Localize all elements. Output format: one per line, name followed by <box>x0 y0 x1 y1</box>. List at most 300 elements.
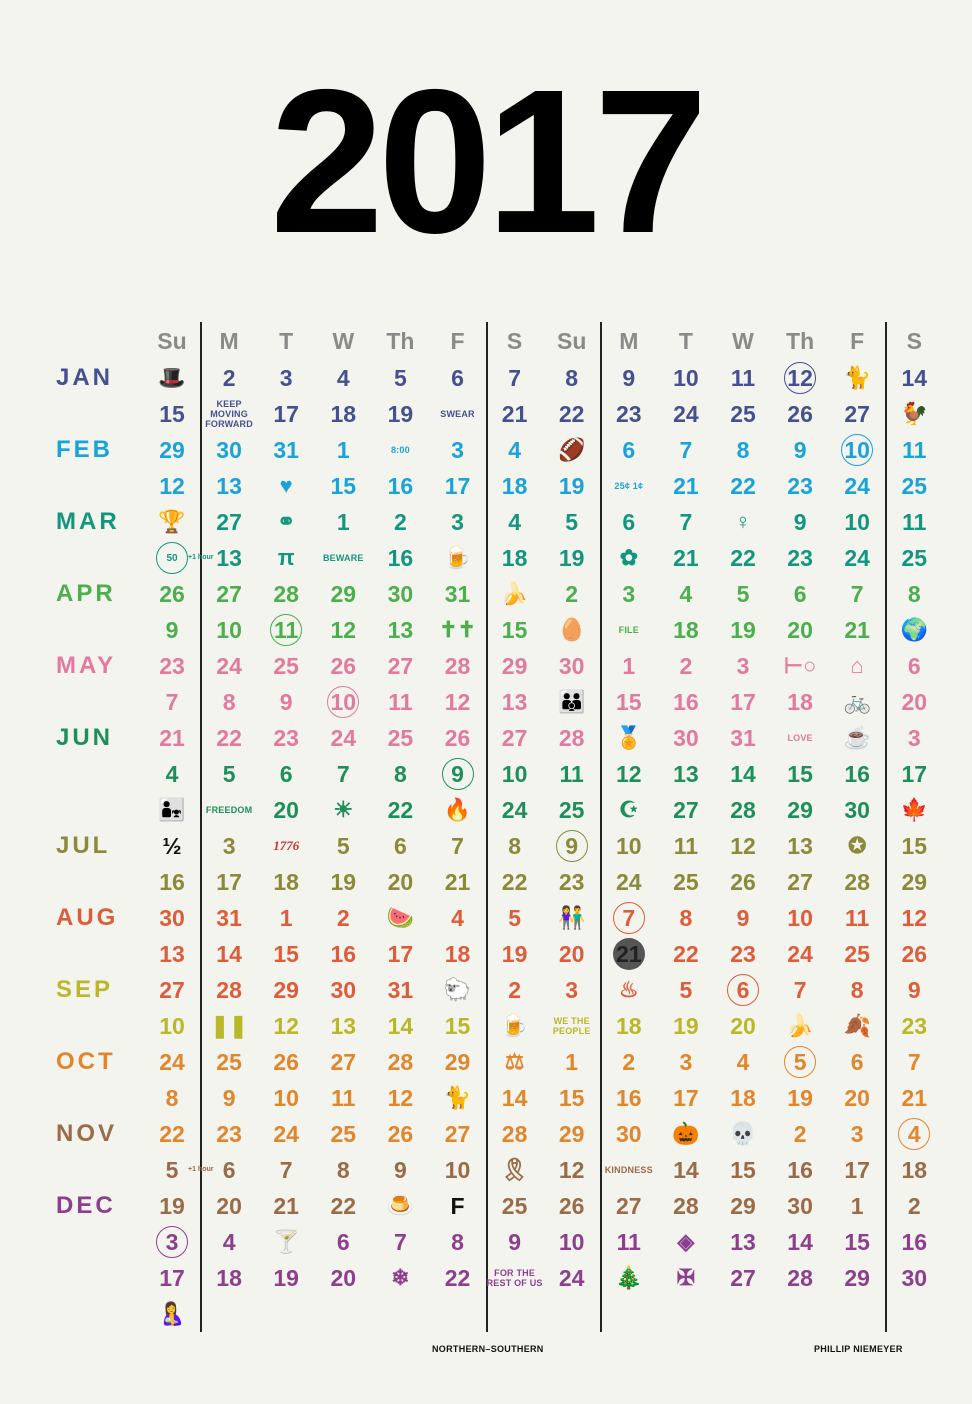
day-cell: 18 <box>730 1084 756 1111</box>
day-cell: 6 <box>793 580 807 607</box>
day-cell: 1 <box>565 1048 579 1075</box>
day-cell: 7 <box>393 1228 407 1255</box>
day-cell: 11 <box>902 436 927 463</box>
day-cell <box>601 936 657 972</box>
day-cell <box>715 972 771 1008</box>
weekday-header: F <box>450 328 465 354</box>
day-cell: 15 <box>844 1228 870 1255</box>
day-cell: 15 <box>501 616 528 643</box>
day-cell: 16 <box>616 1084 642 1111</box>
day-cell: 4 <box>736 1048 750 1075</box>
day-cell: 3 <box>565 976 579 1003</box>
day-cell: 16 <box>159 868 185 895</box>
day-cell: 24 <box>673 400 699 427</box>
day-cell: 22 <box>330 1192 357 1219</box>
day-cell: 3 <box>279 364 293 391</box>
holiday-icon: 👫 <box>557 905 586 930</box>
day-cell: 15 <box>444 1012 471 1039</box>
holiday-icon: ☀ <box>333 797 354 822</box>
day-cell: 10 <box>673 364 699 391</box>
day-cell: 3 <box>679 1048 693 1075</box>
holiday-icon: 👪 <box>557 689 586 714</box>
day-cell: 19 <box>787 1084 813 1111</box>
day-cell <box>144 1224 200 1260</box>
holiday-icon: 🏆 <box>158 509 186 534</box>
day-cell: 13 <box>501 688 528 715</box>
day-cell: 21 <box>673 472 699 499</box>
day-cell: 27 <box>616 1192 642 1219</box>
day-cell: 26 <box>787 400 813 427</box>
day-cell: 16 <box>844 760 870 787</box>
day-cell: 26 <box>273 1048 299 1075</box>
day-cell: 4 <box>679 580 693 607</box>
day-cell <box>430 756 486 792</box>
day-cell: 30 <box>330 976 357 1003</box>
day-cell: 20 <box>844 1084 870 1111</box>
day-cell: 26 <box>159 580 185 607</box>
day-cell: 13 <box>216 544 242 571</box>
holiday-icon: ⌂ <box>850 653 864 678</box>
holiday-icon: ☪ <box>618 797 639 822</box>
day-cell: 11 <box>673 832 699 859</box>
holiday-icon: 🎄 <box>615 1265 643 1290</box>
holiday-icon: π <box>277 545 295 570</box>
holiday-icon: 🍌 <box>500 581 529 606</box>
day-cell: 21 <box>273 1192 299 1219</box>
day-cell: 12 <box>901 904 928 931</box>
day-cell: 6 <box>451 364 464 391</box>
day-cell: 26 <box>730 868 756 895</box>
holiday-icon: 🐓 <box>900 401 928 426</box>
day-cell: 17 <box>844 1156 870 1183</box>
day-cell: 25 <box>330 1120 357 1147</box>
day-cell: 2 <box>336 904 350 931</box>
day-cell: 12 <box>444 688 471 715</box>
day-cell: 8 <box>850 976 864 1003</box>
day-cell: 7 <box>451 832 464 859</box>
day-cell: 18 <box>501 544 528 571</box>
day-cell: 9 <box>222 1084 236 1111</box>
day-cell: 21 <box>844 616 870 643</box>
weekday-header: S <box>906 328 922 354</box>
weekday-header: Su <box>157 328 187 354</box>
day-cell: 23 <box>159 652 185 679</box>
day-cell <box>258 612 314 648</box>
day-cell: 17 <box>387 940 414 967</box>
weekday-header: Th <box>786 328 815 354</box>
day-cell: 3 <box>850 1120 864 1147</box>
day-cell: 19 <box>558 544 585 571</box>
holiday-icon: ⊢○ <box>783 653 817 678</box>
day-cell: 1776 <box>273 838 300 853</box>
holiday-icon: 👨‍👧 <box>158 797 186 822</box>
day-cell: 27 <box>787 868 813 895</box>
day-cell: 18 <box>330 400 357 427</box>
day-cell: 5 <box>736 580 750 607</box>
day-cell: 1 <box>279 904 293 931</box>
footer-left: NORTHERN–SOUTHERN <box>432 1344 544 1354</box>
day-cell: 20 <box>387 868 414 895</box>
day-cell: 17 <box>901 760 928 787</box>
month-label: JAN <box>56 364 114 391</box>
holiday-icon: 🍂 <box>843 1013 871 1038</box>
day-cell: 19 <box>159 1192 185 1219</box>
day-cell: 17 <box>216 868 242 895</box>
day-cell: 26 <box>558 1192 585 1219</box>
day-cell: 22 <box>501 868 528 895</box>
day-cell <box>772 1044 828 1080</box>
day-cell: 12 <box>616 760 642 787</box>
day-cell: 3 <box>622 580 636 607</box>
day-cell: 11 <box>730 364 756 391</box>
day-cell: 19 <box>273 1264 299 1291</box>
day-cell: 31 <box>730 724 756 751</box>
day-cell: 28 <box>501 1120 528 1147</box>
day-cell: 11 <box>559 760 584 787</box>
day-cell: 25 <box>901 544 928 571</box>
day-cell: 27 <box>387 652 414 679</box>
day-cell: 27 <box>730 1264 756 1291</box>
day-cell: 10 <box>501 760 528 787</box>
day-cell: 20 <box>787 616 813 643</box>
day-cell: 28 <box>387 1048 414 1075</box>
day-cell: 15 <box>616 688 642 715</box>
day-cell: 25 <box>273 652 299 679</box>
day-cell: 24 <box>844 472 870 499</box>
day-cell: 13 <box>216 472 242 499</box>
day-cell: 27 <box>216 580 242 607</box>
day-cell: 8 <box>393 760 407 787</box>
day-cell: 24 <box>501 796 528 823</box>
day-cell: 25 <box>673 868 699 895</box>
day-cell: 9 <box>793 436 807 463</box>
day-cell: 7 <box>336 760 350 787</box>
day-cell: 24 <box>159 1048 185 1075</box>
day-cell: 30 <box>387 580 414 607</box>
day-cell: 8 <box>565 364 579 391</box>
day-cell: 7 <box>679 436 693 463</box>
day-cell: 20 <box>216 1192 242 1219</box>
day-cell: 4 <box>508 508 521 535</box>
day-cell: 14 <box>787 1228 813 1255</box>
day-cell: 29 <box>730 1192 756 1219</box>
day-cell: 25 <box>558 796 585 823</box>
day-cell: 2 <box>222 364 236 391</box>
day-cell: 20 <box>558 940 585 967</box>
holiday-icon: 🏈 <box>557 437 586 462</box>
time-change-note: +1 hour <box>188 554 214 561</box>
day-cell: 8 <box>907 580 921 607</box>
day-cell: 12 <box>159 472 185 499</box>
weekday-header: Th <box>386 328 415 354</box>
day-cell: 30 <box>901 1264 928 1291</box>
month-label: NOV <box>56 1120 118 1147</box>
day-cell: 21 <box>159 724 185 751</box>
day-cell: 15 <box>330 472 357 499</box>
holiday-label: BEWARE <box>322 553 364 563</box>
holiday-icon: 🚲 <box>843 689 871 714</box>
holiday-label: LOVE <box>787 733 813 743</box>
day-cell: 18 <box>501 472 528 499</box>
holiday-icon: 🍺 <box>500 1013 529 1038</box>
day-cell: 23 <box>901 1012 928 1039</box>
day-cell: 27 <box>159 976 185 1003</box>
day-cell: 6 <box>907 652 921 679</box>
weekday-header: M <box>219 328 239 354</box>
day-cell: 4 <box>222 1228 236 1255</box>
day-cell: 16 <box>787 1156 813 1183</box>
day-cell: 5 <box>393 364 407 391</box>
weekday-header: W <box>332 328 355 354</box>
holiday-label: KINDNESS <box>604 1165 653 1175</box>
day-cell: 17 <box>159 1264 185 1291</box>
month-label: FEB <box>56 436 113 463</box>
day-cell: 28 <box>216 976 242 1003</box>
day-cell: 29 <box>444 1048 471 1075</box>
day-cell: 24 <box>330 724 357 751</box>
circled-day: 12 <box>784 362 816 394</box>
day-cell: 25 <box>730 400 756 427</box>
day-cell: 5 <box>165 1156 179 1183</box>
day-cell: 6 <box>393 832 407 859</box>
day-cell: 11 <box>845 904 870 931</box>
day-cell: 21 <box>501 400 528 427</box>
day-cell: 13 <box>330 1012 357 1039</box>
day-cell: 17 <box>673 1084 699 1111</box>
day-cell: 7 <box>850 580 864 607</box>
weekday-header: F <box>850 328 865 354</box>
holiday-icon: 🍮 <box>386 1193 415 1218</box>
day-cell: 24 <box>616 868 642 895</box>
day-cell: 3 <box>907 724 921 751</box>
day-cell: 5 <box>508 904 521 931</box>
day-cell: 8 <box>222 688 236 715</box>
day-cell: 26 <box>444 724 471 751</box>
day-cell: 23 <box>787 544 813 571</box>
holiday-icon: 🐑 <box>443 977 472 1002</box>
weekday-header: T <box>678 328 693 354</box>
circled-day: 21 <box>613 938 645 970</box>
holiday-icon: ♥ <box>279 473 293 498</box>
footer-right: PHILLIP NIEMEYER <box>814 1344 903 1354</box>
day-cell: 23 <box>787 472 813 499</box>
day-cell: 28 <box>844 868 870 895</box>
holiday-label: KEEP MOVING FORWARD <box>205 399 253 429</box>
day-cell: 6 <box>222 1156 236 1183</box>
holiday-label: 25¢ 1¢ <box>614 481 644 491</box>
month-label: OCT <box>56 1048 116 1075</box>
day-cell: 21 <box>901 1084 928 1111</box>
day-cell: 14 <box>501 1084 528 1111</box>
day-cell: 6 <box>336 1228 350 1255</box>
day-cell: 7 <box>907 1048 921 1075</box>
holiday-icon: 🏅 <box>615 725 643 750</box>
month-label: AUG <box>56 904 119 931</box>
day-cell: 12 <box>387 1084 414 1111</box>
day-cell: 10 <box>558 1228 585 1255</box>
circled-day: 10 <box>841 434 873 466</box>
day-cell: 29 <box>159 436 185 463</box>
day-cell: 9 <box>279 688 293 715</box>
day-cell: 22 <box>673 940 699 967</box>
holiday-icon: ⚭ <box>276 509 296 534</box>
day-cell: 18 <box>216 1264 242 1291</box>
day-cell: 10 <box>787 904 813 931</box>
day-cell: 13 <box>787 832 813 859</box>
day-cell: 12 <box>330 616 357 643</box>
holiday-icon: ♨ <box>618 977 639 1002</box>
day-cell: 20 <box>901 688 928 715</box>
holiday-icon: 🎩 <box>158 365 186 390</box>
day-cell: 15 <box>159 400 185 427</box>
weekday-header: T <box>279 328 294 354</box>
day-cell: 7 <box>279 1156 293 1183</box>
day-cell: 7 <box>508 364 521 391</box>
day-cell <box>544 828 600 864</box>
holiday-icon: 🎃 <box>672 1121 700 1146</box>
day-cell: 28 <box>273 580 299 607</box>
day-cell: 12 <box>273 1012 299 1039</box>
holiday-label: FOR THE REST OF US <box>486 1268 543 1288</box>
day-cell: 2 <box>565 580 579 607</box>
day-cell: 3 <box>736 652 750 679</box>
holiday-icon: 🐈 <box>443 1085 472 1110</box>
day-cell: 16 <box>387 472 414 499</box>
day-cell: ½ <box>162 832 182 859</box>
day-cell: 5 <box>679 976 693 1003</box>
day-cell: 2 <box>508 976 521 1003</box>
day-cell: 22 <box>159 1120 185 1147</box>
day-cell: 9 <box>622 364 636 391</box>
circled-day: 6 <box>727 974 759 1006</box>
day-cell: 4 <box>508 436 521 463</box>
day-cell: 29 <box>330 580 357 607</box>
day-cell: 9 <box>393 1156 407 1183</box>
holiday-icon: ❚❚ <box>210 1013 248 1038</box>
day-cell: 13 <box>730 1228 756 1255</box>
holiday-icon: ✠ <box>676 1265 696 1290</box>
holiday-icon: 🥚 <box>557 617 586 642</box>
holiday-icon: 💀 <box>729 1121 757 1146</box>
day-cell: 29 <box>501 652 528 679</box>
day-cell: 14 <box>730 760 756 787</box>
day-cell: 6 <box>279 760 293 787</box>
day-cell: 30 <box>844 796 870 823</box>
day-cell: 16 <box>901 1228 928 1255</box>
day-cell: 27 <box>673 796 699 823</box>
day-cell: 8 <box>679 904 693 931</box>
day-cell: 30 <box>673 724 699 751</box>
holiday-icon: 🍌 <box>786 1013 814 1038</box>
day-cell: 27 <box>444 1120 471 1147</box>
day-cell: 15 <box>273 940 299 967</box>
year-title: 2017 <box>269 47 703 276</box>
day-cell: 8 <box>736 436 750 463</box>
day-cell: 28 <box>787 1264 813 1291</box>
day-cell: 4 <box>165 760 179 787</box>
day-cell: 23 <box>616 400 642 427</box>
circled-day: 7 <box>613 902 645 934</box>
day-cell: 6 <box>622 508 636 535</box>
day-cell: 29 <box>901 868 928 895</box>
weekday-header: M <box>619 328 639 354</box>
day-cell: 9 <box>508 1228 521 1255</box>
day-cell: 22 <box>387 796 414 823</box>
holiday-label: 8:00 <box>390 445 410 455</box>
day-cell: 25 <box>901 472 928 499</box>
month-label: SEP <box>56 976 114 1003</box>
day-cell: 11 <box>388 688 413 715</box>
day-cell: 31 <box>387 976 414 1003</box>
day-cell: 25 <box>844 940 870 967</box>
day-cell: 9 <box>793 508 807 535</box>
day-cell: 17 <box>730 688 756 715</box>
holiday-icon: 🍁 <box>900 797 928 822</box>
day-cell: 20 <box>330 1264 357 1291</box>
day-cell: 24 <box>216 652 242 679</box>
day-cell: 15 <box>901 832 928 859</box>
holiday-icon: 🌍 <box>900 617 928 642</box>
month-label: JUL <box>56 832 111 859</box>
day-cell: 12 <box>558 1156 585 1183</box>
month-label: APR <box>56 580 116 607</box>
day-cell: 22 <box>444 1264 471 1291</box>
day-cell: 31 <box>273 436 299 463</box>
day-cell: 18 <box>444 940 471 967</box>
day-cell: 9 <box>165 616 179 643</box>
holiday-icon: ⚖ <box>504 1049 525 1074</box>
day-cell: 22 <box>730 472 756 499</box>
holiday-icon: 🐈 <box>843 365 871 390</box>
day-cell: 13 <box>387 616 414 643</box>
day-cell: 8 <box>451 1228 464 1255</box>
day-cell: 6 <box>622 436 636 463</box>
month-label: MAR <box>56 508 120 535</box>
month-label: MAY <box>56 652 117 679</box>
day-cell: 25 <box>216 1048 242 1075</box>
day-cell: 28 <box>558 724 585 751</box>
holiday-icon: ☕ <box>843 725 871 750</box>
day-cell: 19 <box>558 472 585 499</box>
month-label: JUN <box>56 724 114 751</box>
circled-day: 11 <box>270 614 302 646</box>
day-cell: 23 <box>558 868 585 895</box>
day-cell: 1 <box>336 436 350 463</box>
day-cell: 27 <box>501 724 528 751</box>
day-cell: 22 <box>216 724 242 751</box>
day-cell: 1 <box>336 508 350 535</box>
day-cell: 15 <box>558 1084 585 1111</box>
circled-day: 9 <box>556 830 588 862</box>
weekday-header: S <box>506 328 523 354</box>
holiday-icon: ✪ <box>847 833 867 858</box>
day-cell: 28 <box>730 796 756 823</box>
day-cell: 18 <box>273 868 299 895</box>
day-cell <box>886 1116 942 1152</box>
holiday-icon: 🔥 <box>443 797 472 822</box>
weekday-header: W <box>732 328 754 354</box>
day-cell: 10 <box>216 616 242 643</box>
day-cell: 13 <box>159 940 185 967</box>
day-cell: 24 <box>844 544 870 571</box>
day-cell: 30 <box>787 1192 813 1219</box>
holiday-icon: ✝✝ <box>439 617 476 642</box>
day-cell: 22 <box>730 544 756 571</box>
day-cell: 27 <box>330 1048 357 1075</box>
day-cell: 16 <box>673 688 699 715</box>
holiday-icon: 🍉 <box>386 905 415 930</box>
day-cell: 19 <box>330 868 357 895</box>
